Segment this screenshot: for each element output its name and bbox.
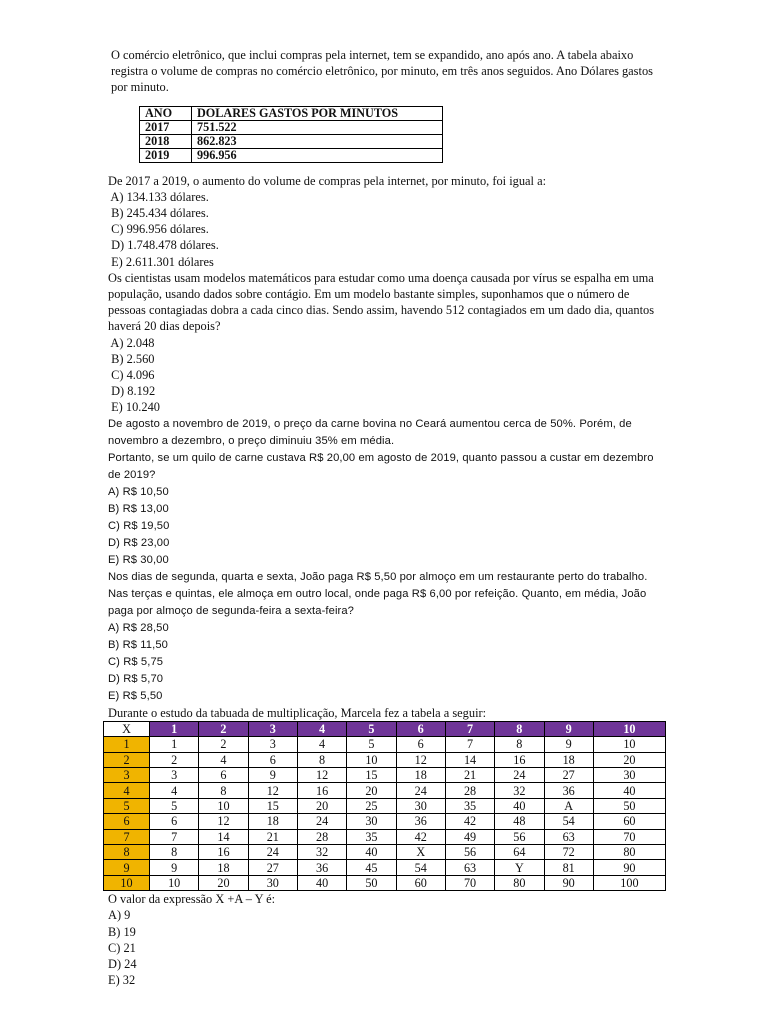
table-cell: 56	[445, 844, 494, 859]
column-header: 3	[248, 721, 297, 736]
table-cell: 32	[297, 844, 346, 859]
header-year: ANO	[140, 106, 192, 120]
table-cell: 70	[445, 875, 494, 890]
q3-option-e: E) R$ 30,00	[108, 553, 169, 566]
q3-option-d: D) R$ 23,00	[108, 536, 170, 549]
table-row	[104, 860, 666, 875]
q4-option-a: A) R$ 28,50	[108, 621, 169, 634]
row-header: 6	[104, 814, 150, 829]
table-cell: 20	[347, 783, 396, 798]
column-header: 9	[544, 721, 593, 736]
table-cell: 9	[544, 737, 593, 752]
sales-table-header	[140, 106, 443, 120]
table-cell: 24	[248, 844, 297, 859]
multiplication-table-header	[104, 721, 666, 736]
q1-option-c: C) 996.956 dólares.	[108, 222, 209, 237]
table-cell: 5	[347, 737, 396, 752]
table-row	[104, 737, 666, 752]
table-cell: 64	[495, 844, 544, 859]
table-cell: 9	[150, 860, 199, 875]
row-header: 5	[104, 798, 150, 813]
table-cell: 25	[347, 798, 396, 813]
table-row	[104, 768, 666, 783]
q2-option-b: B) 2.560	[108, 351, 155, 366]
table-cell: 2	[150, 752, 199, 767]
table-cell: 14	[199, 829, 248, 844]
table-cell: 27	[544, 768, 593, 783]
table-cell: 24	[495, 768, 544, 783]
table-row	[104, 798, 666, 813]
table-row	[104, 752, 666, 767]
table-cell: 42	[445, 814, 494, 829]
column-header: 8	[495, 721, 544, 736]
table-cell: 35	[347, 829, 396, 844]
table-cell: 40	[297, 875, 346, 890]
column-header: 1	[150, 721, 199, 736]
table-cell: 15	[248, 798, 297, 813]
column-header: 2	[199, 721, 248, 736]
header-dollars: DOLARES GASTOS POR MINUTOS	[192, 106, 443, 120]
table-cell: 3	[150, 768, 199, 783]
table-cell: 6	[150, 814, 199, 829]
table-cell: 90	[544, 875, 593, 890]
question-4	[108, 569, 660, 705]
table-cell: 60	[593, 814, 665, 829]
dollars-cell: 862.823	[192, 134, 443, 148]
table-row	[140, 134, 443, 148]
table-cell: 20	[199, 875, 248, 890]
question-1	[108, 173, 660, 270]
table-cell: 27	[248, 860, 297, 875]
table-cell: 21	[445, 768, 494, 783]
table-cell: 32	[495, 783, 544, 798]
table-cell: 16	[297, 783, 346, 798]
table-cell: 20	[593, 752, 665, 767]
question-3-text-a: De agosto a novembro de 2019, o preço da carne bovina no Ceará aumentou cerca de 50%. Porém, de novembro a dezembro, o preço diminuiu 35% em média.	[108, 417, 632, 447]
table-cell: 4	[150, 783, 199, 798]
q3-option-c: C) R$ 19,50	[108, 519, 170, 532]
question-1-text: De 2017 a 2019, o aumento do volume de compras pela internet, por minuto, foi igual a:	[108, 173, 547, 188]
table-cell: 14	[445, 752, 494, 767]
question-2	[108, 270, 660, 416]
row-header: 4	[104, 783, 150, 798]
q5-option-c: C) 21	[108, 940, 136, 955]
table-cell: 4	[297, 737, 346, 752]
q3-option-b: B) R$ 13,00	[108, 502, 169, 515]
table-cell: 16	[199, 844, 248, 859]
table-cell: 80	[593, 844, 665, 859]
table-cell: A	[544, 798, 593, 813]
table-cell: 12	[248, 783, 297, 798]
table-cell: 50	[593, 798, 665, 813]
table-row	[104, 875, 666, 890]
question-4-text: Nos dias de segunda, quarta e sexta, João paga R$ 5,50 por almoço em um restaurante perto do trabalho. Nas terças e quintas, ele almoça em outro local, onde paga R$ 6,00 por refeição. Quanto, em média, João paga por almoço de segunda-feira a sexta-feira?	[108, 570, 648, 617]
year-cell: 2017	[140, 120, 192, 134]
table-cell: 81	[544, 860, 593, 875]
table-cell: 24	[396, 783, 445, 798]
table-cell: 9	[248, 768, 297, 783]
table-row	[104, 844, 666, 859]
table-cell: 18	[248, 814, 297, 829]
q1-option-d: D) 1.748.478 dólares.	[108, 238, 219, 253]
table-cell: 28	[445, 783, 494, 798]
table-cell: 54	[396, 860, 445, 875]
table-cell: 36	[396, 814, 445, 829]
q3-option-a: A) R$ 10,50	[108, 485, 169, 498]
table-cell: 50	[347, 875, 396, 890]
q4-option-b: B) R$ 11,50	[108, 638, 168, 651]
table-cell: 90	[593, 860, 665, 875]
table-cell: 60	[396, 875, 445, 890]
table-cell: 8	[495, 737, 544, 752]
q1-option-b: B) 245.434 dólares.	[108, 206, 209, 221]
table-cell: X	[396, 844, 445, 859]
table-cell: 15	[347, 768, 396, 783]
column-header: 6	[396, 721, 445, 736]
table-cell: 63	[445, 860, 494, 875]
table-cell: 72	[544, 844, 593, 859]
table-cell: 40	[593, 783, 665, 798]
table-cell: 20	[297, 798, 346, 813]
q2-option-c: C) 4.096	[108, 368, 155, 383]
table-cell: 18	[199, 860, 248, 875]
q5-option-e: E) 32	[108, 973, 136, 988]
table-cell: 6	[248, 752, 297, 767]
table-cell: 10	[199, 798, 248, 813]
table-cell: 48	[495, 814, 544, 829]
table-cell: 12	[199, 814, 248, 829]
table-cell: 30	[593, 768, 665, 783]
year-cell: 2019	[140, 148, 192, 162]
row-header: 2	[104, 752, 150, 767]
table-cell: 8	[150, 844, 199, 859]
table-cell: 42	[396, 829, 445, 844]
question-2-text: Os cientistas usam modelos matemáticos para estudar como uma doença causada por vírus se espalha em uma população, usando dados sobre contágio. Em um modelo bastante simples, suponhamos que o número de pessoas contagiadas dobra a cada cinco dias. Sendo assim, havendo 512 contagiados em um dado dia, quantos haverá 20 dias depois?	[108, 270, 655, 334]
q4-option-d: D) R$ 5,70	[108, 672, 164, 685]
table-cell: 12	[396, 752, 445, 767]
row-header: 7	[104, 829, 150, 844]
table-cell: 35	[445, 798, 494, 813]
column-header: 5	[347, 721, 396, 736]
table-cell: 100	[593, 875, 665, 890]
table-cell: 1	[150, 737, 199, 752]
row-header: 3	[104, 768, 150, 783]
table-cell: 40	[347, 844, 396, 859]
multiplication-table	[103, 721, 666, 891]
row-header: 10	[104, 875, 150, 890]
table-corner-cell: X	[104, 721, 150, 736]
table-cell: 6	[199, 768, 248, 783]
row-header: 9	[104, 860, 150, 875]
q5-option-d: D) 24	[108, 956, 137, 971]
row-header: 1	[104, 737, 150, 752]
table-cell: 36	[297, 860, 346, 875]
column-header: 7	[445, 721, 494, 736]
row-header: 8	[104, 844, 150, 859]
table-cell: 54	[544, 814, 593, 829]
table-cell: 45	[347, 860, 396, 875]
table-cell: 10	[150, 875, 199, 890]
table-cell: 56	[495, 829, 544, 844]
table-cell: 6	[396, 737, 445, 752]
table-cell: 8	[199, 783, 248, 798]
table-cell: 28	[297, 829, 346, 844]
table-cell: 80	[495, 875, 544, 890]
table-cell: 5	[150, 798, 199, 813]
table-cell: 8	[297, 752, 346, 767]
table-cell: 10	[347, 752, 396, 767]
question-3-text-b: Portanto, se um quilo de carne custava R$ 20,00 em agosto de 2019, quanto passou a custar em dezembro de 2019?	[108, 451, 654, 481]
table-cell: 30	[396, 798, 445, 813]
table-cell: 10	[593, 737, 665, 752]
q5-option-b: B) 19	[108, 924, 136, 939]
table-cell: 16	[495, 752, 544, 767]
table-cell: 24	[297, 814, 346, 829]
q5-option-a: A) 9	[108, 908, 131, 923]
table-row	[140, 148, 443, 162]
q2-option-e: E) 10.240	[108, 400, 160, 415]
table-cell: 12	[297, 768, 346, 783]
table-cell: 40	[495, 798, 544, 813]
table-cell: Y	[495, 860, 544, 875]
sales-table	[139, 106, 443, 163]
q1-option-a: A) 134.133 dólares.	[108, 189, 209, 204]
table-cell: 49	[445, 829, 494, 844]
column-header: 10	[593, 721, 665, 736]
question-3	[108, 416, 660, 569]
table-row	[104, 829, 666, 844]
table-row	[104, 783, 666, 798]
intro-paragraph: O comércio eletrônico, que inclui compras pela internet, tem se expandido, ano após ano. A tabela abaixo registra o volume de compras no comércio eletrônico, por minuto, em três anos seguidos. Ano Dólares gastos por minuto.	[111, 48, 653, 95]
question-5	[108, 705, 660, 989]
table-cell: 7	[150, 829, 199, 844]
table-cell: 21	[248, 829, 297, 844]
q4-option-e: E) R$ 5,50	[108, 689, 163, 702]
table-cell: 18	[396, 768, 445, 783]
question-5-intro: Durante o estudo da tabuada de multiplicação, Marcela fez a tabela a seguir:	[108, 705, 487, 720]
year-cell: 2018	[140, 134, 192, 148]
dollars-cell: 751.522	[192, 120, 443, 134]
document-page	[108, 47, 660, 988]
q2-option-d: D) 8.192	[108, 384, 156, 399]
q4-option-c: C) R$ 5,75	[108, 655, 164, 668]
table-row	[140, 120, 443, 134]
table-cell: 30	[347, 814, 396, 829]
table-cell: 63	[544, 829, 593, 844]
table-cell: 36	[544, 783, 593, 798]
q2-option-a: A) 2.048	[108, 335, 155, 350]
table-cell: 3	[248, 737, 297, 752]
question-5-text: O valor da expressão X +A – Y é:	[108, 892, 276, 907]
table-cell: 18	[544, 752, 593, 767]
q1-option-e: E) 2.611.301 dólares	[108, 254, 214, 269]
table-cell: 7	[445, 737, 494, 752]
table-cell: 4	[199, 752, 248, 767]
table-cell: 30	[248, 875, 297, 890]
column-header: 4	[297, 721, 346, 736]
table-cell: 70	[593, 829, 665, 844]
dollars-cell: 996.956	[192, 148, 443, 162]
table-cell: 2	[199, 737, 248, 752]
table-row	[104, 814, 666, 829]
